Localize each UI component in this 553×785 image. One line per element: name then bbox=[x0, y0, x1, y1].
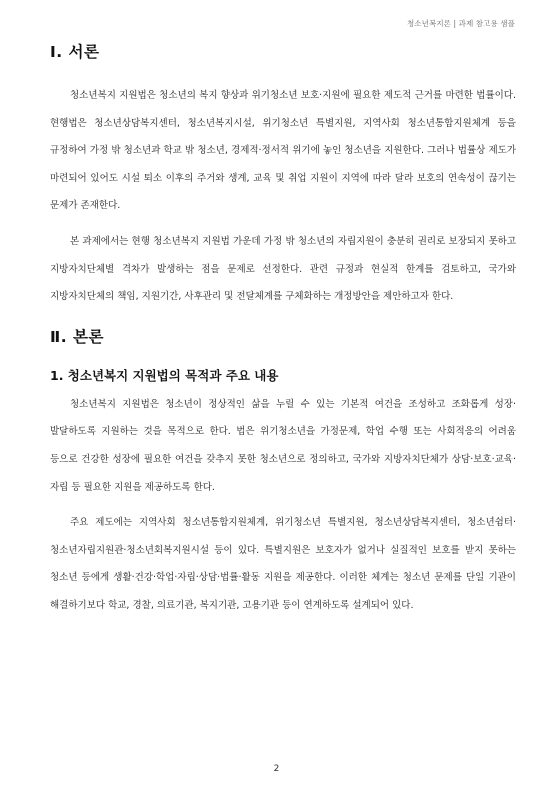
body-paragraph: 주요 제도에는 지역사회 청소년통합지원체계, 위기청소년 특별지원, 청소년상담복지센터, 청소년쉼터·청소년자립지원관·청소년회복지원시설 등이 있다. 특별지원은 보호자가 없거나 실질적인 보호를 받지 못하는 청소년 등에게 생활·건강·학업·자립·상담·법률·활동 지원을 제공한다. 이러한 체계는 청소년 문제를 단일 기관이 해결하기보다 학교, 경찰, 의료기관, 복지기관, 고용기관 등이 연계하도록 설계되어 있다. bbox=[50, 517, 516, 611]
body-paragraph: 청소년복지 지원법은 청소년의 복지 향상과 위기청소년 보호·지원에 필요한 제도적 근거를 마련한 법률이다. 현행법은 청소년상담복지센터, 청소년복지시설, 위기청소년 특별지원, 지역사회 청소년통합지원체계 등을 규정하여 가정 밖 청소년과 학교 밖 청소년, 경제적·정서적 위기에 놓인 청소년을 지원한다. 그러나 법률상 제도가 마련되어 있어도 시설 퇴소 이후의 주거와 생계, 교육 및 취업 지원이 지역에 따라 달라 보호의 연속성이 끊기는 문제가 존재한다. bbox=[50, 90, 516, 212]
section-title-introduction: Ⅰ. 서론 bbox=[50, 43, 100, 61]
body-paragraph: 청소년복지 지원법은 청소년이 정상적인 삶을 누릴 수 있는 기본적 여건을 조성하고 조화롭게 성장·발달하도록 지원하는 것을 목적으로 한다. 법은 위기청소년을 가정문제, 학업 수행 또는 사회적응의 어려움 등으로 건강한 성장에 필요한 여건을 갖추지 못한 청소년으로 정의하고, 국가와 지방자치단체가 상담·보호·교육·자립 등 필요한 지원을 제공하도록 한다. bbox=[50, 398, 516, 493]
page-number: 2 bbox=[273, 764, 280, 774]
running-header: 청소년복지론 | 과제 참고용 샘플 bbox=[406, 19, 515, 28]
subsection-title: 1. 청소년복지 지원법의 목적과 주요 내용 bbox=[50, 367, 279, 383]
section-title-main-body: Ⅱ. 본론 bbox=[50, 327, 104, 346]
body-paragraph: 본 과제에서는 현행 청소년복지 지원법 가운데 가정 밖 청소년의 자립지원이 충분히 권리로 보장되지 못하고 지방자치단체별 격차가 발생하는 점을 문제로 선정한다. 관련 규정과 현실적 한계를 검토하고, 국가와 지방자치단체의 책임, 지원기간, 사후관리 및 전달체계를 구체화하는 개정방안을 제안하고자 한다. bbox=[50, 235, 516, 303]
page-content bbox=[50, 36, 516, 628]
